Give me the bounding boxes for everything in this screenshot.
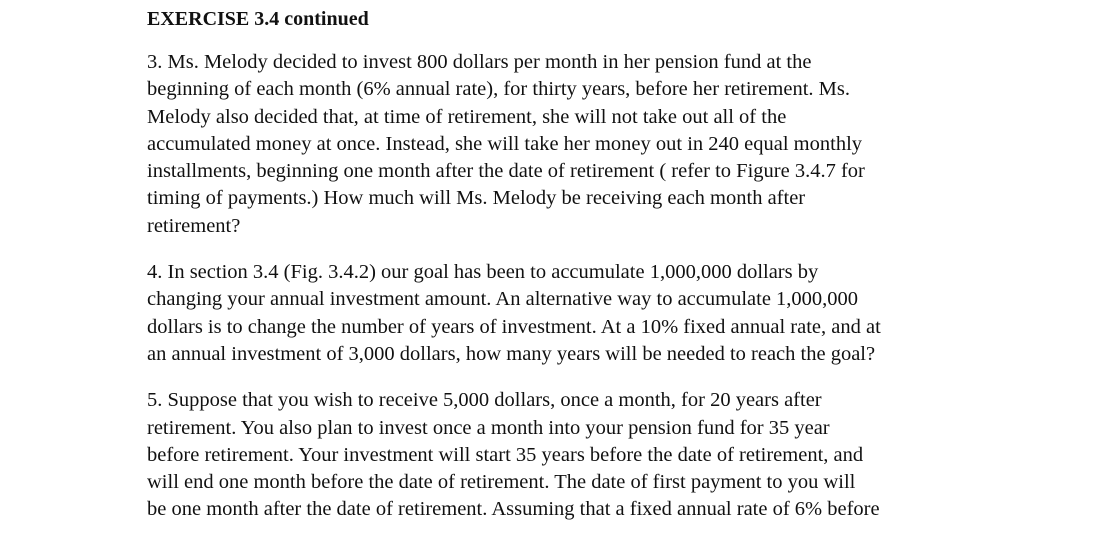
text-line: Melody also decided that, at time of retirement, she will not take out all of the <box>147 105 787 128</box>
text-line: timing of payments.) How much will Ms. Melody be receiving each month after <box>147 187 806 210</box>
text-line: accumulated money at once. Instead, she will take her money out in 240 equal monthly <box>147 132 863 155</box>
text-line: installments, beginning one month after the date of retirement ( refer to Figure 3.4.7 for <box>147 160 865 183</box>
text-line: will end one month before the date of retirement. The date of first payment to you will <box>147 471 856 494</box>
document-page <box>147 6 1007 524</box>
text-line: be one month after the date of retirement. Assuming that a fixed annual rate of 6% before <box>147 498 880 521</box>
problem-4-paragraph <box>147 259 1007 368</box>
text-line: retirement. You also plan to invest once a month into your pension fund for 35 year <box>147 416 830 439</box>
text-line: before retirement. Your investment will start 35 years before the date of retirement, and <box>147 443 864 466</box>
text-line: 5. Suppose that you wish to receive 5,000 dollars, once a month, for 20 years after <box>147 389 822 412</box>
exercise-heading: EXERCISE 3.4 continued <box>147 8 369 30</box>
text-line: dollars is to change the number of years of investment. At a 10% fixed annual rate, and at <box>147 315 881 338</box>
text-line: 3. Ms. Melody decided to invest 800 dollars per month in her pension fund at the <box>147 51 812 73</box>
text-line: retirement? <box>147 214 241 237</box>
text-line: beginning of each month (6% annual rate), for thirty years, before her retirement. Ms. <box>147 78 851 101</box>
problem-3-paragraph <box>147 49 1007 240</box>
text-line: changing your annual investment amount. An alternative way to accumulate 1,000,000 <box>147 288 859 311</box>
problem-5-paragraph <box>147 387 1007 523</box>
text-line: 4. In section 3.4 (Fig. 3.4.2) our goal has been to accumulate 1,000,000 dollars by <box>147 261 819 284</box>
text-line: an annual investment of 3,000 dollars, how many years will be needed to reach the goal? <box>147 342 876 365</box>
